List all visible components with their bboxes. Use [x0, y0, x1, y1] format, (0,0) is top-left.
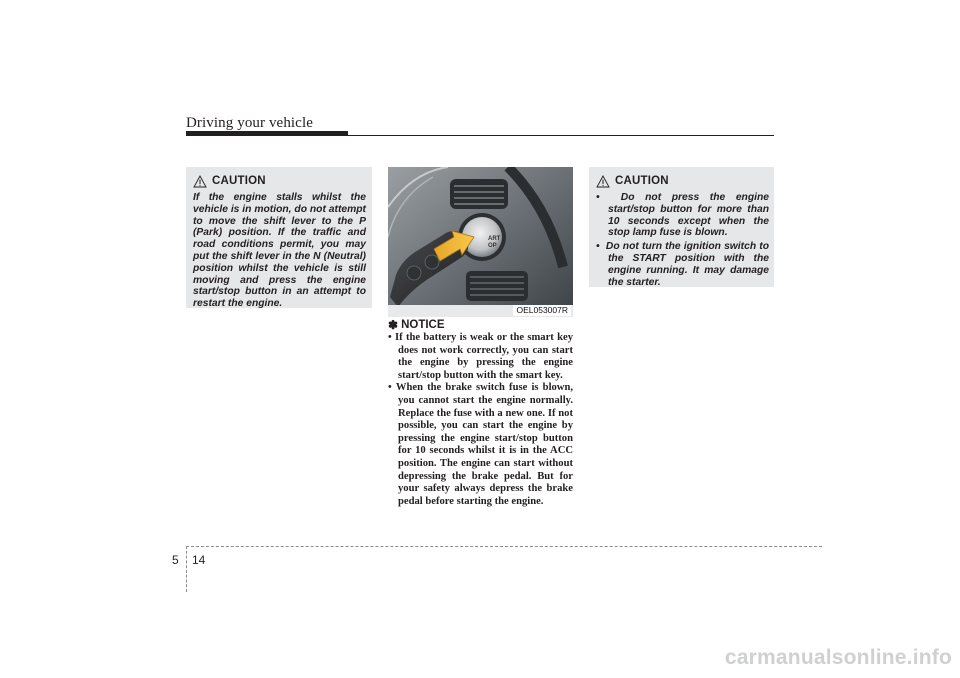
caution-list [596, 192, 769, 288]
caution-box-right [589, 167, 774, 287]
caution-header [596, 172, 769, 190]
caution-title: CAUTION [615, 175, 669, 187]
figure-code: OEL053007R [513, 305, 571, 316]
watermark: carmanualsonline.info [724, 646, 952, 669]
svg-text:ART: ART [488, 236, 501, 242]
caution-title: CAUTION [212, 175, 266, 187]
notice-item: • If the battery is weak or the smart key does not work correctly, you can start the engine by pressing the engine start/stop button with the smart key. [388, 332, 574, 381]
caution-item: • Do not press the engine start/stop button for more than 10 seconds except when the stop lamp fuse is blown. [596, 192, 769, 239]
chapter-number: 5 [172, 553, 179, 567]
svg-text:OP: OP [488, 243, 497, 249]
caution-item: • Do not turn the ignition switch to the START position with the engine running. It may damage the starter. [596, 241, 769, 288]
notice-item: • When the brake switch fuse is blown, you cannot start the engine normally. Replace the fuse with a new one. If not possible, you can start the engine by pressing the engine start/stop button for 10 seconds whilst it is in the ACC position. The engine can start without depressing the brake pedal. But for your safety always depress the brake pedal before starting the engine. [388, 382, 574, 507]
footer-divider [186, 546, 187, 592]
warning-icon [193, 175, 207, 188]
page-number: 14 [192, 553, 206, 567]
header-title: Driving your vehicle [186, 115, 313, 131]
smart-key-illustration [388, 167, 573, 317]
smart-key-figure [388, 167, 573, 317]
caution-box-left [186, 167, 372, 308]
notice-header [388, 318, 573, 332]
footer-rule [186, 546, 822, 547]
warning-icon [596, 175, 610, 188]
notice-star-icon: ✽ [388, 318, 399, 332]
notice-title: NOTICE [401, 319, 445, 331]
caution-header [193, 172, 366, 190]
notice-list [388, 332, 573, 508]
caution-text: If the engine stalls whilst the vehicle is in motion, do not attempt to move the shift lever to the P (Park) position. If the traffic and road conditions permit, you may put the shift lever in the N (Neutral) position whilst the vehicle is still moving and press the engine start/stop button in an attempt to restart the engine. [193, 192, 366, 310]
header-rule [186, 135, 774, 136]
notice-section [388, 318, 573, 508]
